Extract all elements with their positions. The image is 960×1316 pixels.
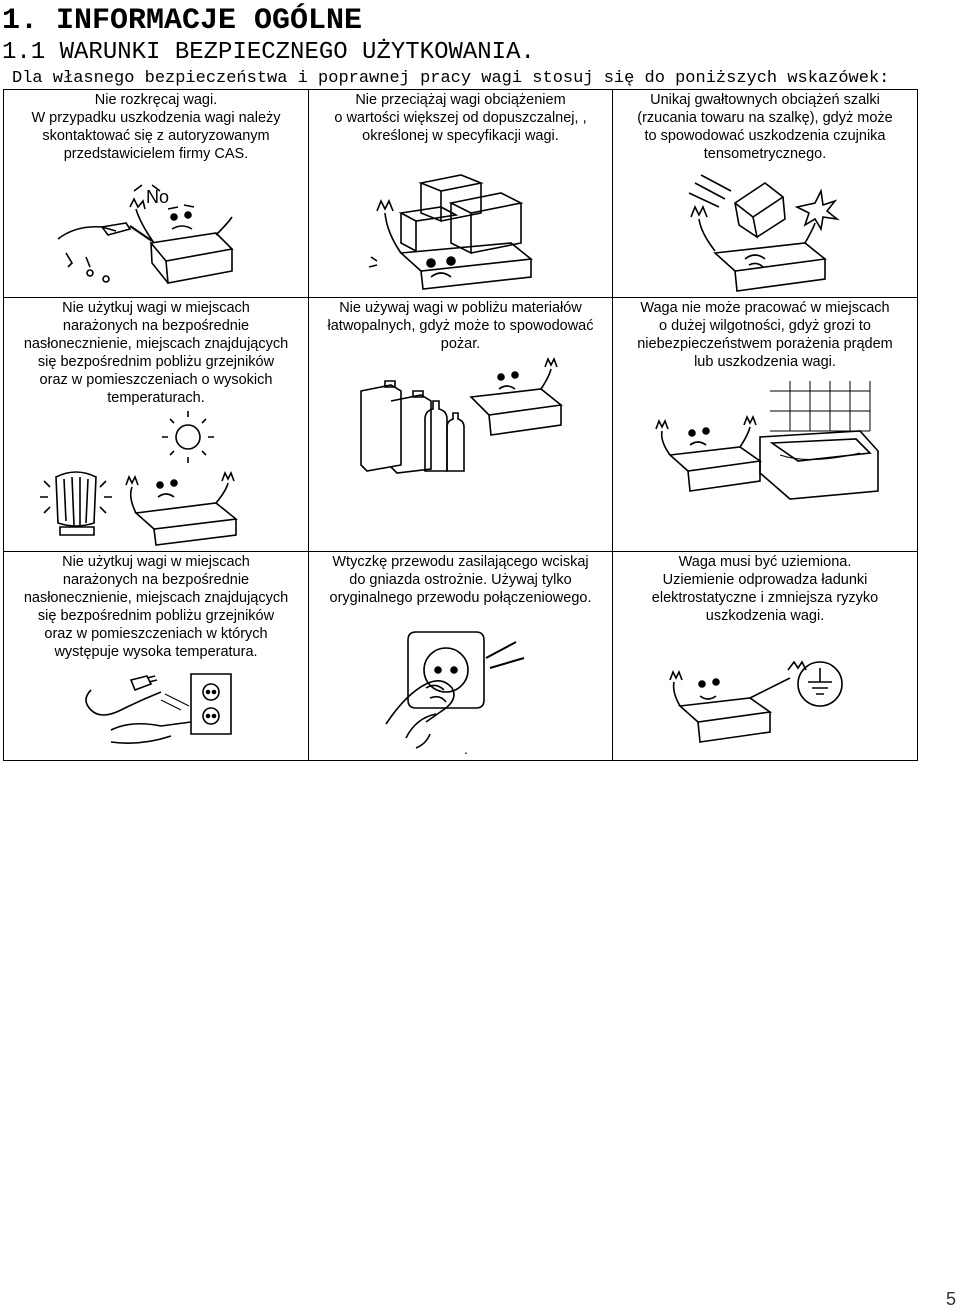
instruction-text: Waga nie może pracować w miejscach o dużej wilgotności, gdyż grozi to niebezpieczeństwem porażenia prądem lub uszkodzenia wagi. <box>637 300 893 370</box>
instruction-text: Wtyczkę przewodu zasilającego wciskaj do gniazda ostrożnie. Używaj tylko oryginalnego przewodu połączeniowego. <box>329 554 592 606</box>
footnote-dot: . <box>463 741 468 757</box>
page-number: 5 <box>945 1289 956 1309</box>
instruction-text: Nie używaj wagi w pobliżu materiałów łatwopalnych, gdyż może to spowodować pożar. <box>327 300 594 352</box>
instruction-text: Waga musi być uziemiona. Uziemienie odprowadza ładunki elektrostatyczne i zmniejsza ryzyko uszkodzenia wagi. <box>651 554 879 624</box>
instruction-cell-disassemble <box>4 90 309 298</box>
no-label: No <box>146 187 170 207</box>
instruction-cell-overload <box>309 90 613 298</box>
instruction-cell-grounding <box>613 552 918 761</box>
section-title: 1. INFORMACJE OGÓLNE <box>2 4 363 38</box>
instruction-cell-shock-load <box>613 90 918 298</box>
instruction-text: Nie przeciążaj wagi obciążeniem o wartości większej od dopuszczalnej, , określonej w specyfikacji wagi. <box>334 92 587 144</box>
instruction-cell-sunlight <box>4 298 309 552</box>
subsection-title: 1.1 WARUNKI BEZPIECZNEGO UŻYTKOWANIA. <box>2 39 535 66</box>
instruction-cell-heat <box>4 552 309 761</box>
instruction-cell-humidity <box>613 298 918 552</box>
scale-ground-illustration <box>670 640 860 750</box>
scale-overload-illustration <box>361 163 561 293</box>
instruction-cell-plug <box>309 552 613 761</box>
instruction-text: Unikaj gwałtownych obciążeń szalki (rzucania towaru na szalkę), gdyż może to spowodować uszkodzenia czujnika tensometrycznego. <box>637 92 893 162</box>
scale-screwdriver-illustration <box>56 183 256 293</box>
intro-text: Dla własnego bezpieczeństwa i poprawnej pracy wagi stosuj się do poniższych wskazówek: <box>12 69 890 88</box>
safety-instructions-grid <box>3 89 918 761</box>
hand-socket-illustration <box>386 628 536 758</box>
scale-thrown-box-illustration <box>665 173 865 293</box>
instruction-text: Nie użytkuj wagi w miejscach narażonych na bezpośrednie nasłonecznienie, miejscach znajdujących się bezpośrednim pobliżu grzejników oraz w pomieszczeniach o wysokich temperaturach. <box>23 300 289 406</box>
scale-sun-heater-illustration <box>36 417 276 547</box>
instruction-text: Nie rozkręcaj wagi. W przypadku uszkodzenia wagi należy skontaktować się z autoryzowanym przedstawicielem firmy CAS. <box>31 92 281 162</box>
instruction-text: Nie użytkuj wagi w miejscach narażonych na bezpośrednie nasłonecznienie, miejscach znajdujących się bezpośrednim pobliżu grzejników oraz w pomieszczeniach w których występuje wysoka temperatura. <box>23 554 289 660</box>
sun-icon <box>176 425 200 449</box>
scale-flammable-illustration <box>351 361 571 481</box>
scale-bathtub-illustration <box>650 381 880 501</box>
plug-outlet-illustration <box>71 670 241 750</box>
instruction-cell-flammable <box>309 298 613 552</box>
